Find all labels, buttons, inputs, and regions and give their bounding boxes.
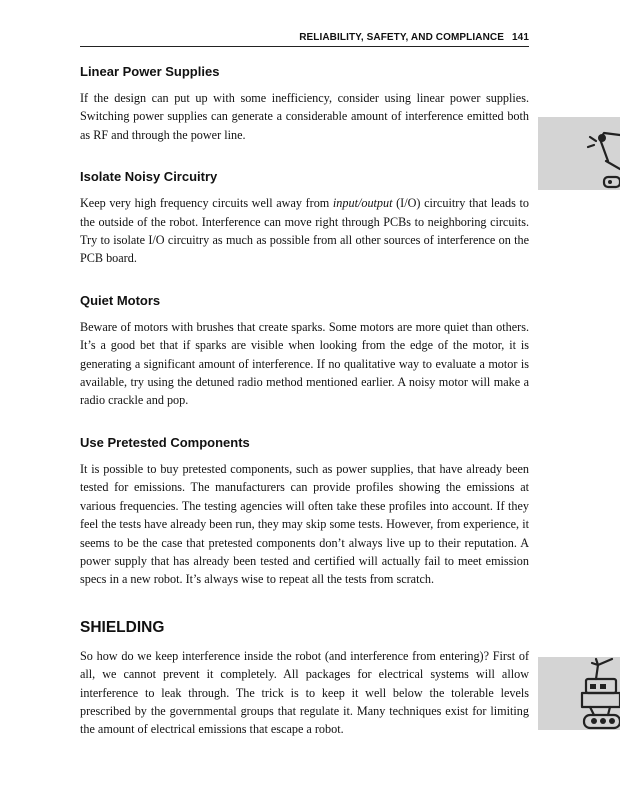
- paragraph-linear-power-supplies: If the design can put up with some inefficiency, consider using linear power supplies. Switching power supplies can generate a considerable amount of interference emitted both as RF and through the power line.: [80, 91, 529, 142]
- heading-quiet-motors: Quiet Motors: [80, 292, 161, 308]
- robot-arm-icon: [538, 117, 620, 190]
- heading-pretested-components: Use Pretested Components: [80, 434, 250, 450]
- page-body: [80, 64, 529, 739]
- paragraph-pretested-components: It is possible to buy pretested components, such as power supplies, that have already been tested for emissions. The manufacturers can provide profiles showing the emissions at various frequencies. The testing agencies will often take these profiles into account. If they feel the tests have already been run, they may skip some tests. However, from experience, it seems to be the case that pretested components don’t always live up to their reputation. A power supply that has already been tested and certified will actually fail to meet emission specs in a new robot. It’s always wise to repeat all the tests from scratch.: [80, 461, 529, 587]
- heading-linear-power-supplies: Linear Power Supplies: [80, 64, 220, 79]
- robot-vehicle-icon: [538, 657, 620, 730]
- header-rule: [80, 46, 529, 47]
- heading-isolate-noisy-circuitry: Isolate Noisy Circuitry: [80, 169, 218, 185]
- paragraph-isolate-noisy-circuitry: Keep very high frequency circuits well away from input/output (I/O) circuitry that leads to the outside of the robot. Interference can move right through PCBs to neighboring circuits. Try to isolate I/O circuitry as much as possible from all other sources of interference on the PCB board.: [80, 196, 529, 266]
- italic-term: input/output: [332, 196, 393, 211]
- running-head-title: RELIABILITY, SAFETY, AND COMPLIANCE: [299, 32, 504, 43]
- page-number: 141: [512, 32, 529, 43]
- paragraph-quiet-motors: Beware of motors with brushes that create sparks. Some motors are more quiet than others. It’s a good bet that if sparks are visible when looking from the edge of the motor, it is generating a significant amount of interference. If no qualitative way to evaluate a motor is available, try using the detuned radio method mentioned earlier. A noisy motor will make a radio crackle and pop.: [80, 319, 529, 408]
- paragraph-shielding: So how do we keep interference inside the robot (and interference from entering)? First of all, we cannot prevent it completely. All packages for electrical systems will allow interference to leak through. The trick is to keep it well below the tolerable levels prescribed by the governmental groups that regulate it. Many techniques exist for limiting the amount of electrical emissions that escape a robot.: [80, 648, 529, 737]
- running-head: [80, 32, 529, 43]
- heading-shielding: SHIELDING: [80, 618, 165, 636]
